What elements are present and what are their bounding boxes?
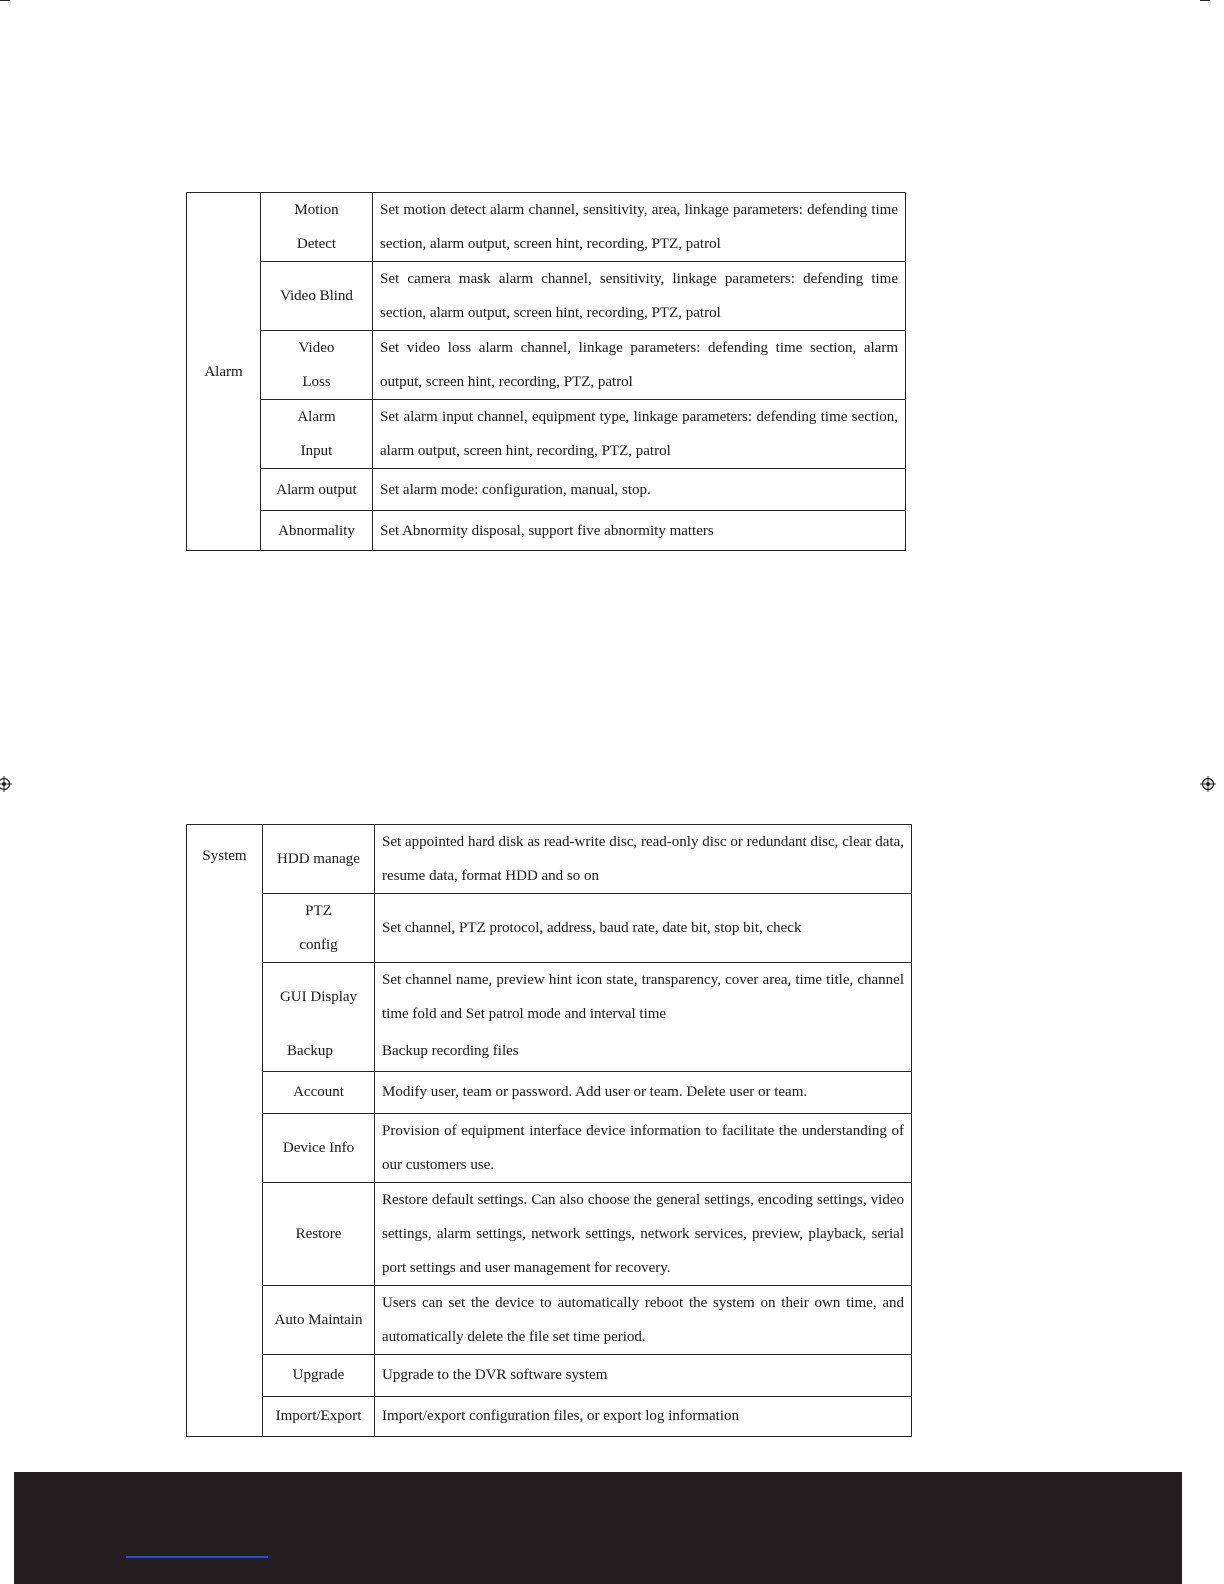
row-description: Set channel, PTZ protocol, address, baud rate, date bit, stop bit, check [375,894,912,963]
footer-link-underline[interactable] [126,1556,268,1558]
row-name: Restore [263,1182,375,1285]
row-name: PTZ config [263,894,375,963]
row-description: Provision of equipment interface device information to facilitate the understanding of our customers use. [375,1113,912,1182]
row-name: Import/Export [263,1396,375,1436]
table-row [187,193,906,262]
table-row [187,1182,912,1285]
table-row [187,331,906,400]
row-description: Set appointed hard disk as read-write disc, read-only disc or redundant disc, clear data, resume data, format HDD and so on [375,825,912,894]
row-name: Alarm Input [261,400,373,469]
registration-mark-right-icon [1200,776,1216,792]
row-name: Upgrade [263,1354,375,1396]
row-description: Set Abnormity disposal, support five abnormity matters [373,511,906,551]
row-description: Users can set the device to automatically reboot the system on their own time, and automatically delete the file set time period. [375,1285,912,1354]
row-name: Video Loss [261,331,373,400]
table-row [187,400,906,469]
row-name: Abnormality [261,511,373,551]
system-group-label: System [187,825,263,1437]
row-name: Motion Detect [261,193,373,262]
row-name: Account [263,1071,375,1113]
table-row [187,1396,912,1436]
row-name: GUI Display [263,963,375,1032]
row-description: Import/export configuration files, or export log information [375,1396,912,1436]
alarm-table [186,192,906,551]
table-row [187,963,912,1032]
row-description: Set camera mask alarm channel, sensitivity, linkage parameters: defending time section, alarm output, screen hint, recording, PTZ, patrol [373,262,906,331]
crop-mark-top-left [0,0,10,1]
registration-mark-left-icon [0,776,12,792]
alarm-group-label: Alarm [187,193,261,551]
table-row [187,1285,912,1354]
row-description: Upgrade to the DVR software system [375,1354,912,1396]
table-row [187,894,912,963]
table-row [187,469,906,511]
footer-band [14,1472,1182,1584]
row-name: HDD manage [263,825,375,894]
row-description: Set video loss alarm channel, linkage parameters: defending time section, alarm output, screen hint, recording, PTZ, patrol [373,331,906,400]
row-description: Backup recording files [375,1031,912,1071]
table-row [187,825,912,894]
row-name: Video Blind [261,262,373,331]
row-name: Device Info [263,1113,375,1182]
table-row [187,1071,912,1113]
table-row [187,1113,912,1182]
row-description: Modify user, team or password. Add user or team. Delete user or team. [375,1071,912,1113]
table-row [187,1354,912,1396]
system-table [186,824,912,1437]
row-description: Set alarm mode: configuration, manual, stop. [373,469,906,511]
row-description: Restore default settings. Can also choose the general settings, encoding settings, video settings, alarm settings, network settings, network services, preview, playback, serial port settings and user management for recovery. [375,1182,912,1285]
row-description: Set motion detect alarm channel, sensitivity, area, linkage parameters: defending time section, alarm output, screen hint, recording, PTZ, patrol [373,193,906,262]
row-name: Auto Maintain [263,1285,375,1354]
row-description: Set channel name, preview hint icon state, transparency, cover area, time title, channel time fold and Set patrol mode and interval time [375,963,912,1032]
table-row [187,262,906,331]
table-row [187,511,906,551]
table-row [187,1031,912,1071]
crop-mark-top-right [1200,0,1210,1]
row-name: Backup [263,1031,375,1071]
row-description: Set alarm input channel, equipment type, linkage parameters: defending time section, alarm output, screen hint, recording, PTZ, patrol [373,400,906,469]
row-name: Alarm output [261,469,373,511]
